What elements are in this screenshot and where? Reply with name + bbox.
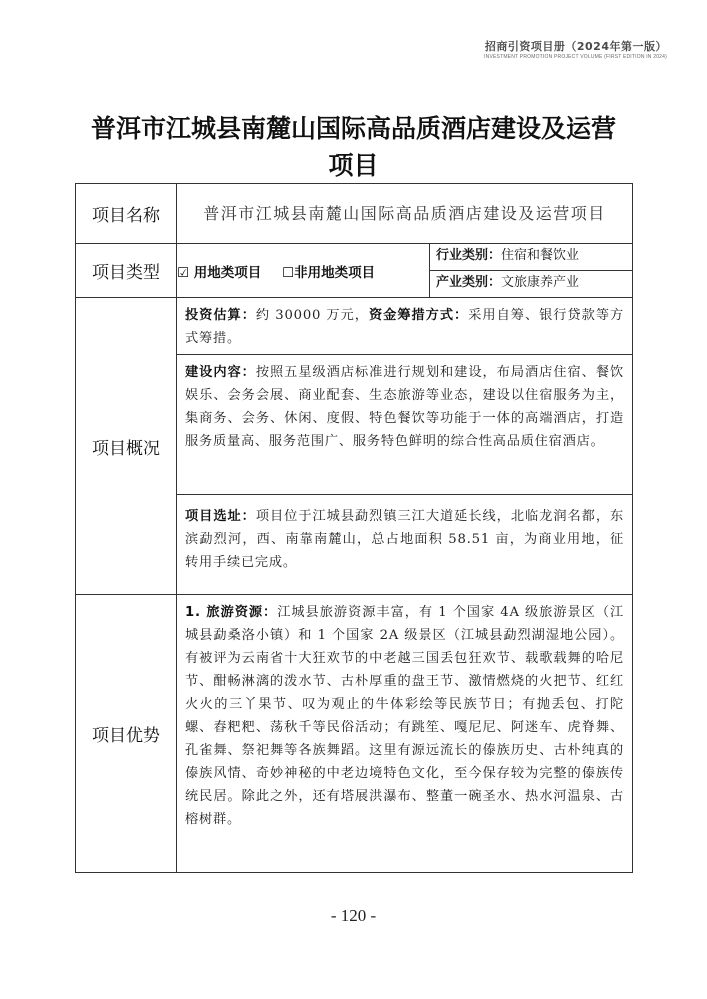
sector-category: 产业类别：文旅康养产业 (430, 270, 632, 297)
type-option-nonland: ☐非用地类项目 (282, 264, 376, 281)
site-paragraph: 项目选址：项目位于江城县勐烈镇三江大道延长线，北临龙润名都，东滨勐烈河，西、南靠南麓山，总占地面积 58.51 亩，为商业用地，征转用手续已完成。 (177, 494, 632, 594)
overview-label: 项目概况 (76, 298, 177, 595)
construction-paragraph: 建设内容：按照五星级酒店标准进行规划和建设，布局酒店住宿、餐饮娱乐、会务会展、商业配套、生态旅游等业态，建设以住宿服务为主，集商务、会务、休闲、度假、特色餐饮等功能于一体的高端酒店，打造服务质量高、服务范围广、服务特色鲜明的综合性高品质住宿酒店。 (177, 354, 632, 494)
category-cell (430, 244, 633, 298)
overview-content (177, 298, 633, 595)
tourism-paragraph: 1. 旅游资源：江城县旅游资源丰富，有 1 个国家 4A 级旅游景区（江城县勐桑洛小镇）和 1 个国家 2A 级景区（江城县勐烈湖湿地公园）。有被评为云南省十大狂欢节的中老越三国丢包狂欢节、载歌载舞的哈尼节、酣畅淋漓的泼水节、古朴厚重的盘王节、激情燃烧的火把节、红红火火的三丫果节、叹为观止的牛体彩绘等民族节日；有抛丢包、打陀螺、舂粑粑、荡秋千等民俗活动；有跳笙、嘎尼尼、阿迷车、虎脊舞、孔雀舞、祭祀舞等各族舞蹈。这里有源远流长的傣族历史、古朴纯真的傣族风情、奇妙神秘的中老边境特色文化，至今保存较为完整的傣族传统民居。除此之外，还有塔展洪瀑布、整董一碗圣水、热水河温泉、古榕树群。 (185, 605, 625, 827)
type-option-land: ☑ 用地类项目 (177, 264, 262, 281)
type-options (177, 244, 430, 298)
title-line-2: 项目 (328, 151, 379, 180)
name-label: 项目名称 (76, 184, 177, 244)
investment-paragraph: 投资估算：约 30000 万元，资金筹措方式：采用自筹、银行贷款等方式筹措。 (185, 308, 625, 346)
advantage-label: 项目优势 (76, 595, 177, 873)
document-title (80, 110, 627, 184)
type-label: 项目类型 (76, 244, 177, 298)
name-value: 普洱市江城县南麓山国际高品质酒店建设及运营项目 (177, 184, 633, 244)
project-table (75, 183, 633, 873)
advantage-content (177, 595, 633, 873)
industry-category: 行业类别：住宿和餐饮业 (436, 248, 580, 263)
title-line-1: 普洱市江城县南麓山国际高品质酒店建设及运营 (90, 114, 616, 143)
page-number: - 120 - (330, 906, 377, 925)
header-subtitle: INVESTMENT PROMOTION PROJECT VOLUME (FIRST EDITION IN 2024) (484, 54, 667, 60)
header-title: 招商引资项目册（2024年第一版） (484, 40, 667, 53)
